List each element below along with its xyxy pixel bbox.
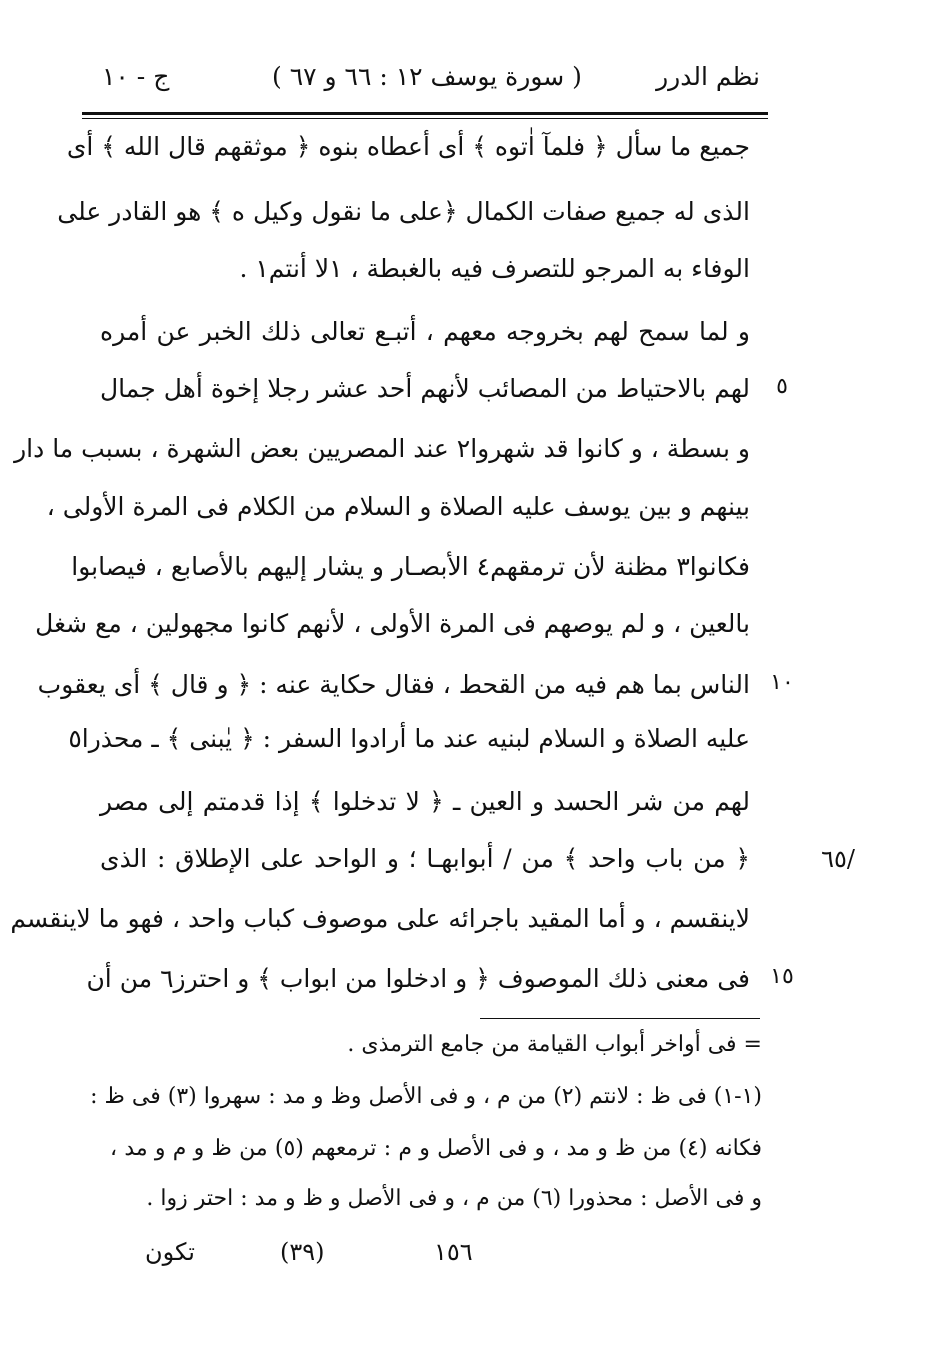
text-line: الوفاء به المرجو للتصرف فيه بالغبطة ، ١لا أنتم١ . bbox=[239, 254, 750, 283]
text-line: ﴿ من باب واحد ﴾ من / أبوابهـا ؛ و الواحد على الإطلاق : الذى bbox=[100, 844, 750, 873]
book-title: نظم الدرر bbox=[656, 62, 760, 91]
manuscript-folio-marker: /٦٥ bbox=[821, 845, 855, 873]
text-line: بينهم و بين يوسف عليه الصلاة و السلام من الكلام فى المرة الأولى ، bbox=[46, 492, 750, 521]
text-line: فى معنى ذلك الموصوف ﴿ و ادخلوا من ابواب ﴾ و احترز٦ من أن bbox=[86, 964, 750, 993]
text-line: الناس بما هم فيه من القحط ، فقال حكاية عنه : ﴿ و قال ﴾ أى يعقوب bbox=[37, 670, 750, 699]
text-line: جميع ما سأل ﴿ فلمآ اٰتوه ﴾ أى أعطاه بنوه ﴿ موثقهم قال الله ﴾ أى bbox=[66, 132, 750, 161]
footnote-line: فكانه (٤) من ظ و مد ، و فى الأصل و م : ترمعهم (٥) من ظ و م و مد ، bbox=[110, 1136, 762, 1161]
catchword: تكون bbox=[145, 1238, 195, 1266]
text-line: الذى له جميع صفات الكمال ﴿على ما نقول وكيل ه ﴾ هو القادر على bbox=[57, 197, 750, 226]
footnote-separator bbox=[480, 1018, 760, 1019]
line-number: ١٠ bbox=[770, 670, 794, 695]
text-line: عليه الصلاة و السلام لبنيه عند ما أرادوا السفر : ﴿ يٰبنى ﴾ ـ محذرا٥ bbox=[68, 724, 750, 753]
text-line: لهم من شر الحسد و العين ـ ﴿ لا تدخلوا ﴾ إذا قدمتم إلى مصر bbox=[100, 787, 750, 816]
text-line: و لما سمح لهم بخروجه معهم ، أتبـع تعالى ذلك الخبر عن أمره bbox=[100, 317, 750, 346]
text-line: بالعين ، و لم يوصهم فى المرة الأولى ، لأنهم كانوا مجهولين ، مع شغل bbox=[35, 609, 750, 638]
text-line: و بسطة ، و كانوا قد شهروا٢ عند المصريين بعض الشهرة ، بسبب ما دار bbox=[14, 434, 750, 463]
text-line: لاينقسم ، و أما المقيد باجرائه على موصوف كباب واحد ، فهو ما لاينقسم bbox=[10, 904, 750, 933]
gathering-signature: (٣٩) bbox=[280, 1238, 325, 1266]
line-number: ٥ bbox=[776, 374, 788, 399]
header-rule-thick bbox=[82, 112, 768, 115]
footnote-line: = فى أواخر أبواب القيامة من جامع الترمذى . bbox=[347, 1032, 762, 1057]
volume-number: ج - ١٠ bbox=[102, 62, 170, 91]
text-line: فكانوا٣ مظنة لأن ترمقهم٤ الأبصـار و يشار إليهم بالأصابع ، فيصابوا bbox=[71, 552, 750, 581]
header-rule-thin bbox=[82, 118, 768, 119]
surah-reference: ( سورة يوسف ١٢ : ٦٦ و ٦٧ ) bbox=[272, 62, 582, 91]
footnote-line: و فى الأصل : محذورا (٦) من م ، و فى الأصل و ظ و مد : احتر زوا . bbox=[146, 1186, 762, 1211]
line-number: ١٥ bbox=[770, 964, 794, 989]
footnote-line: (١-١) فى ظ : لانتم (٢) من م ، و فى الأصل وظ و مد : سهروا (٣) فى ظ : bbox=[90, 1084, 762, 1109]
page-number: ١٥٦ bbox=[434, 1238, 473, 1266]
text-line: لهم بالاحتياط من المصائب لأنهم أحد عشر رجلا إخوة أهل جمال bbox=[100, 374, 750, 403]
